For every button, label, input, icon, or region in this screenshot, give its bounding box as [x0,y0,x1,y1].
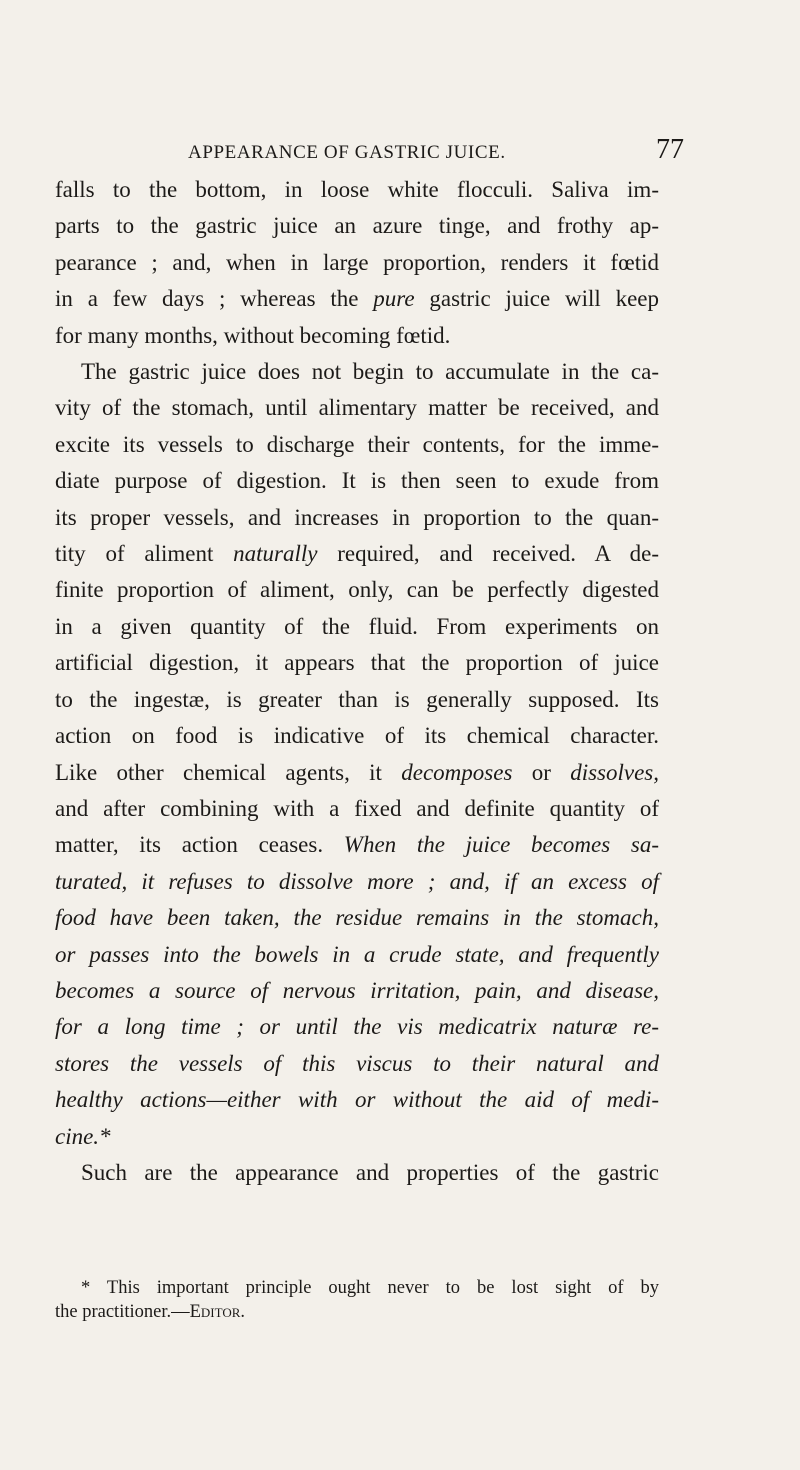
italic-run: dissolves, [570,759,660,785]
italic-line: for a long time ; or until the vis medicatrix naturæ re- [55,1014,659,1040]
text-line: The gastric juice does not begin to accumulate in the ca- [81,359,659,385]
text-line: to the ingestæ, is greater than is generally supposed. Its [55,686,659,712]
text-line: finite proportion of aliment, only, can be perfectly digested [55,577,659,603]
italic-run: decomposes [401,759,513,785]
italic-line: turated, it refuses to dissolve more ; and, if an excess of [55,868,659,894]
running-title: APPEARANCE OF GASTRIC JUICE. [188,142,506,163]
text-line [55,755,659,791]
text-line: falls to the bottom, in loose white flocculi. Saliva im- [55,177,659,202]
page-header [0,134,800,168]
text-line: in a given quantity of the fluid. From experiments on [55,613,659,639]
italic-run: naturally [233,541,318,567]
italic-run: When the juice becomes sa- [343,832,660,858]
text-run: matter, its action ceases. [55,832,324,858]
text-run: in a few days ; whereas the [55,286,359,312]
footnote-editor: Editor. [189,1302,246,1322]
italic-line: becomes a source of nervous irritation, pain, and disease, [55,977,659,1003]
text-line: parts to the gastric juice an azure tinge, and frothy ap- [55,213,659,239]
text-line: for many months, without becoming fœtid. [55,322,451,348]
text-line [55,827,659,863]
italic-line: food have been taken, the residue remains in the stomach, [55,905,659,931]
text-line: action on food is indicative of its chemical character. [55,723,659,749]
footnote-line: * This important principle ought never to be lost sight of by [81,1278,659,1298]
italic-run: pure [373,286,415,312]
text-line [55,281,659,317]
text-line: vity of the stomach, until alimentary matter be received, and [55,395,659,421]
italic-line: cine.* [55,1123,111,1149]
text-line: Such are the appearance and properties of the gastric [81,1159,659,1185]
footnote-text: the practitioner.— [55,1302,190,1322]
text-run: or [531,759,551,785]
text-line [55,536,659,572]
text-line: diate purpose of digestion. It is then seen to exude from [55,468,659,494]
footnote-line [55,1300,659,1324]
page-number: 77 [656,134,684,165]
body-text [55,172,659,1191]
text-line: pearance ; and, when in large proportion, renders it fœtid [55,249,659,275]
text-run: tity of aliment [55,541,214,567]
text-run: Like other chemical agents, it [55,759,382,785]
italic-line: or passes into the bowels in a crude state, and frequently [55,941,659,967]
italic-line: healthy actions—either with or without the aid of medi- [55,1087,659,1113]
text-run: required, and received. A de- [337,541,660,567]
text-line: and after combining with a fixed and definite quantity of [55,795,659,821]
italic-line: stores the vessels of this viscus to their natural and [55,1050,659,1076]
text-run: gastric juice will keep [429,286,660,312]
footnote [55,1276,659,1324]
text-line: excite its vessels to discharge their contents, for the imme- [55,431,659,457]
text-line: artificial digestion, it appears that the proportion of juice [55,650,659,676]
text-line: its proper vessels, and increases in proportion to the quan- [55,504,659,530]
